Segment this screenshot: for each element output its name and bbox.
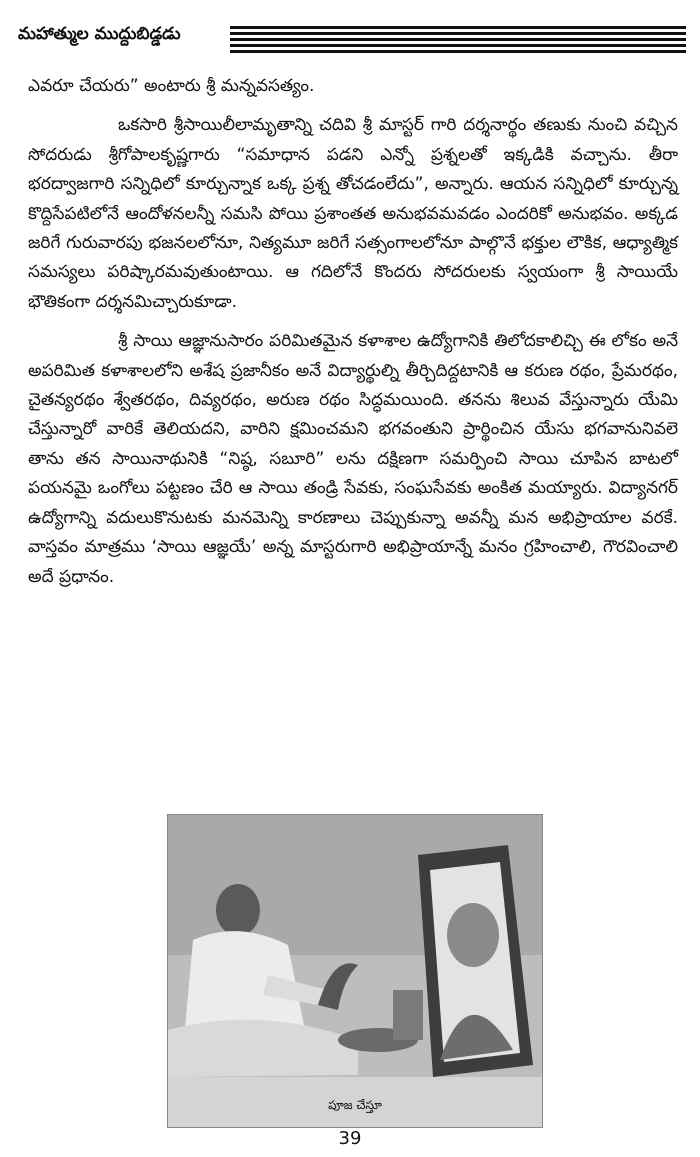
header-rule [230, 50, 686, 53]
header-rule [230, 44, 686, 47]
page-number: 39 [338, 1128, 362, 1149]
photo-caption: పూజ చేస్తూ [328, 1098, 382, 1112]
header-rule [230, 32, 686, 35]
paragraph-mission: శ్రీ సాయి ఆజ్ఞానుసారం పరిమితమైన కళాశాల ఉద్యోగానికి తిలోదకాలిచ్చి ఈ లోకం అనే అపరిమిత కళాశాలలోని అశేష ప్రజానీకం అనే విద్యార్థుల్ని తీర్చిదిద్దటానికి ఆ కరుణ రథం, ప్రేమరథం, చైతన్యరథం శ్వేతరథం, దివ్యరథం, అరుణ రథం సిద్ధమయింది. తనను శిలువ వేస్తున్నారు యేమి చేస్తున్నారో వారికే తెలియదని, వారిని క్షమించమని భగవంతుని ప్రార్థించిన యేసు భగవానునివలె తాను తన సాయినాథునికి “నిష్ఠ, సబూరి” లను దక్షిణగా సమర్పించి సాయి చూపిన బాటలో పయనమై ఒంగోలు పట్టణం చేరి ఆ సాయి తండ్రి సేవకు, సంఘసేవకు అంకిత మయ్యారు. విద్యానగర్ ఉద్యోగాన్ని వదులుకొనుటకు మనమెన్ని కారణాలు చెప్పుకున్నా అవన్నీ మన అభిప్రాయాల వరకే. వాస్తవం మాత్రము ‘సాయి ఆజ్ఞయే’ అన్న మాస్టరుగారి అభిప్రాయాన్నే మనం గ్రహించాలి, గౌరవించాలి అదే ప్రధానం. [28, 331, 678, 587]
running-header [18, 22, 686, 56]
photo-image [168, 815, 542, 1127]
paragraph-continuation: ఎవరూ చేయరు” అంటారు శ్రీ మన్నవసత్యం. [28, 76, 315, 96]
header-rule [230, 38, 686, 41]
paragraph-visit: ఒకసారి శ్రీసాయిలీలామృతాన్ని చదివి శ్రీ మాస్టర్ గారి దర్శనార్థం తణుకు నుంచి వచ్చిన సోదరుడు శ్రీగోపాలకృష్ణగారు “సమాధాన పడని ఎన్నో ప్రశ్నలతో ఇక్కడికి వచ్చాను. తీరా భరద్వాజగారి సన్నిధిలో కూర్చున్నాక ఒక్క ప్రశ్న తోచడంలేదు”, అన్నారు. ఆయన సన్నిధిలో కూర్చున్న కొద్దిసేపటిలోనే ఆందోళనలన్నీ సమసి పోయి ప్రశాంతత అనుభవమవడం ఎందరికో అనుభవం. అక్కడ జరిగే గురువారపు భజనలలోనూ, నిత్యమూ జరిగే సత్సంగాలలోనూ పాల్గొనే భక్తుల లౌకిక, ఆధ్యాత్మిక సమస్యలు పరిష్కారమవుతుంటాయి. ఆ గదిలోనే కొందరు సోదరులకు స్వయంగా శ్రీ సాయియే భౌతికంగా దర్శనమిచ్చారుకూడా. [28, 115, 678, 312]
photograph [167, 814, 543, 1128]
body-text [28, 72, 678, 592]
header-rule [230, 26, 686, 29]
header-rules [230, 26, 686, 56]
header-title: మహాత్ముల ముద్దుబిడ్డడు [18, 24, 181, 44]
